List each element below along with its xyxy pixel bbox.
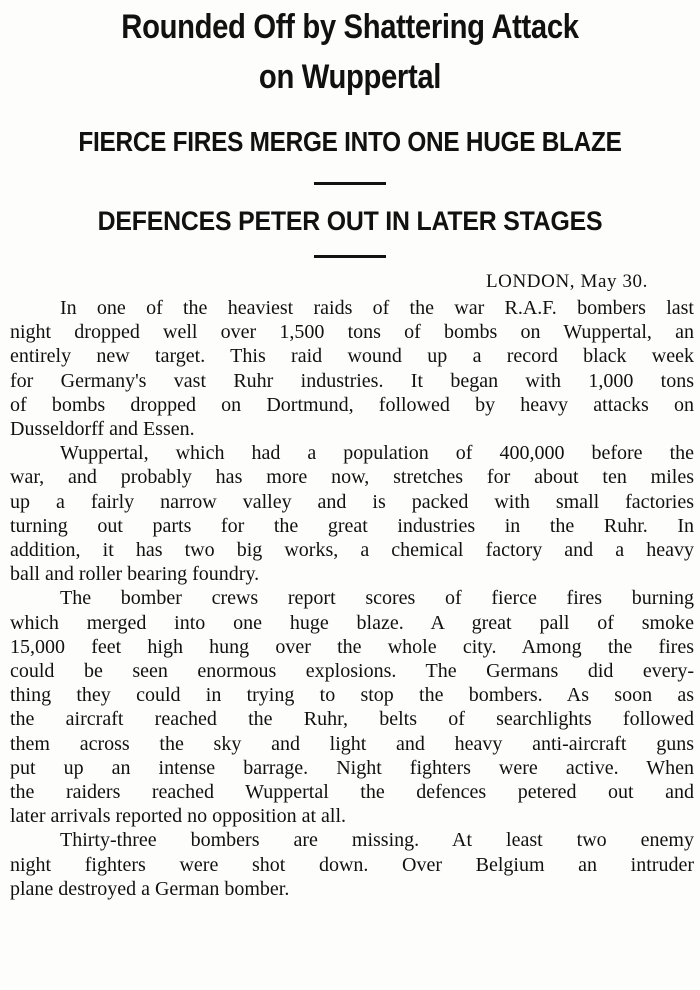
text-line: ball and roller bearing foundry.	[10, 563, 260, 586]
text-line: the raiders reached Wuppertal the defences petered out and	[10, 781, 694, 804]
text-line: which merged into one huge blaze. A great pall of smoke	[10, 611, 694, 634]
text-line: for Germany's vast Ruhr industries. It began with 1,000 tons	[10, 369, 694, 392]
text-line: turning out parts for the great industries in the Ruhr. In	[10, 514, 694, 537]
text-line: them across the sky and light and heavy anti-aircraft guns	[10, 732, 694, 755]
text-line: put up an intense barrage. Night fighters were active. When	[10, 756, 694, 779]
subheadline-fires: FIERCE FIRES MERGE INTO ONE HUGE BLAZE	[78, 126, 622, 157]
text-line: war, and probably has more now, stretches for about ten miles	[10, 466, 694, 489]
text-line: up a fairly narrow valley and is packed with small factories	[10, 490, 694, 513]
text-line: of bombs dropped on Dortmund, followed by heavy attacks on	[10, 393, 694, 416]
text-line: later arrivals reported no opposition at all.	[10, 805, 347, 828]
divider-rule	[314, 182, 386, 185]
headline-line-1: Rounded Off by Shattering Attack	[121, 8, 579, 46]
text-line: night fighters were shot down. Over Belgium an intruder	[10, 853, 694, 876]
text-line: 15,000 feet high hung over the whole city. Among the fires	[10, 635, 694, 658]
text-line: plane destroyed a German bomber.	[10, 877, 290, 900]
text-line: thing they could in trying to stop the bombers. As soon as	[10, 684, 694, 707]
text-line: the aircraft reached the Ruhr, belts of searchlights followed	[10, 708, 694, 731]
paragraph	[10, 586, 694, 828]
divider-rule	[314, 255, 386, 258]
text-line: Wuppertal, which had a population of 400,000 before the	[60, 442, 694, 465]
headline	[49, 0, 651, 102]
text-line: Thirty-three bombers are missing. At least two enemy	[60, 829, 694, 852]
paragraph	[10, 828, 694, 901]
dateline: LONDON, May 30.	[485, 271, 648, 292]
text-line: Dusseldorff and Essen.	[10, 418, 195, 441]
text-line: night dropped well over 1,500 tons of bombs on Wuppertal, an	[10, 321, 694, 344]
text-line: The bomber crews report scores of fierce fires burning	[60, 587, 694, 610]
headline-line-2: on Wuppertal	[258, 58, 442, 96]
text-line: entirely new target. This raid wound up a record black week	[10, 345, 694, 368]
subheadline-defences: DEFENCES PETER OUT IN LATER STAGES	[97, 206, 603, 236]
text-line: In one of the heaviest raids of the war R.A.F. bombers last	[60, 297, 694, 319]
paragraph	[10, 296, 694, 441]
paragraph	[10, 441, 694, 586]
text-line: addition, it has two big works, a chemical factory and a heavy	[10, 539, 694, 562]
text-line: could be seen enormous explosions. The Germans did every-	[10, 660, 694, 683]
article-body	[0, 296, 700, 901]
